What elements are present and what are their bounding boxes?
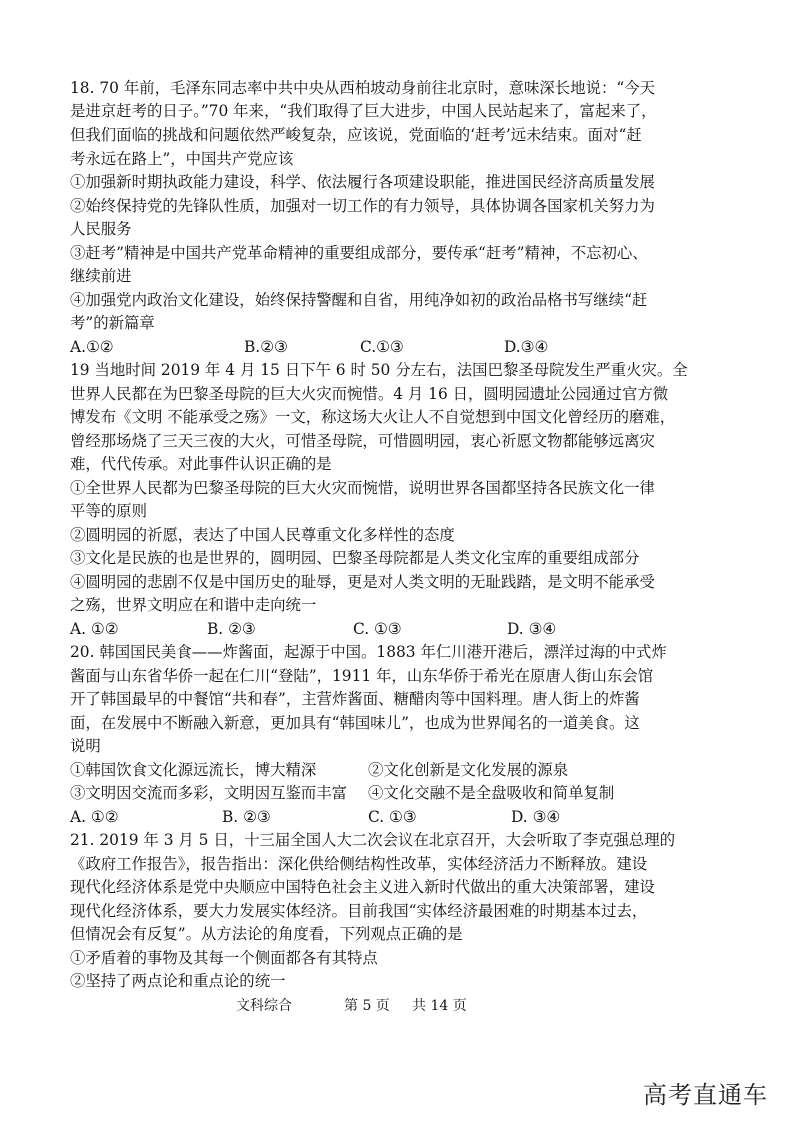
- option-a: A. ①②: [70, 620, 119, 638]
- option-a: A. ①②: [70, 808, 119, 826]
- q21-statement: ②坚持了两点论和重点论的统一: [70, 972, 286, 990]
- q18-statement: 人民服务: [70, 220, 132, 238]
- q21-line: 21. 2019 年 3 月 5 日，十三届全国人大二次会议在北京召开，大会听取了李克强总理的: [70, 831, 676, 849]
- q19-line: 博发布《文明 不能承受之殇》一文，称这场大火让人不自觉想到中国文化曾经历的磨难，: [70, 408, 676, 426]
- q19-line: 曾经那场烧了三天三夜的大火，可惜圣母院，可惜圆明园，衷心祈愿文物都能够远离灾: [70, 432, 655, 450]
- q21-line: 现代化经济体系，要大力发展实体经济。目前我国“实体经济最困难的时期基本过去，: [70, 902, 648, 920]
- q19-line: 世界人民都在为巴黎圣母院的巨大火灾而惋惜。4 月 16 日，圆明园遗址公园通过官方微: [70, 385, 669, 403]
- q18-statement: 继续前进: [70, 267, 132, 285]
- q20-line: 酱面与山东省华侨一起在仁川“登陆”，1911 年，山东华侨于希光在原唐人街山东会馆: [70, 667, 654, 685]
- option-c: C. ①③: [368, 808, 417, 826]
- footer-total-pages: 共 14 页: [412, 998, 467, 1014]
- q19-statement: ④圆明园的悲剧不仅是中国历史的耻辱，更是对人类文明的无耻践踏，是文明不能承受: [70, 573, 655, 591]
- q20-statements-row: [70, 760, 730, 780]
- q20-options: [70, 807, 730, 827]
- watermark-logo: 高考直通车: [643, 1081, 768, 1109]
- q19-statement: ②圆明园的祈愿，表达了中国人民尊重文化多样性的态度: [70, 526, 455, 544]
- footer-subject: 文科综合: [236, 998, 292, 1014]
- q19-statement: 平等的原则: [70, 502, 147, 520]
- option-d: D. ③④: [507, 620, 557, 638]
- option-a: A.①②: [70, 338, 114, 356]
- q20-line: 开了韩国最早的中餐馆“共和春”，主营炸酱面、糖醋肉等中国料理。唐人街上的炸酱: [70, 690, 640, 708]
- q19-line: 难，代代传承。对此事件认识正确的是: [70, 455, 332, 473]
- q18-line: 考永远在路上”，中国共产党应该: [70, 150, 294, 168]
- option-d: D. ③④: [511, 808, 561, 826]
- q20-statement: ③文明因交流而多彩，文明因互鉴而丰富: [70, 784, 348, 802]
- q21-line: 《政府工作报告》，报告指出：深化供给侧结构性改革，实体经济活力不断释放。建设: [70, 855, 648, 873]
- q19-options: [70, 619, 730, 639]
- q21-statement: ①矛盾着的事物及其每一个侧面都各有其特点: [70, 949, 378, 967]
- option-b: B. ②③: [222, 808, 271, 826]
- q20-statements-row: [70, 783, 730, 803]
- q19-statement: 之殇，世界文明应在和谐中走向统一: [70, 596, 317, 614]
- option-c: C.①③: [360, 338, 404, 356]
- q18-statement: ①加强新时期执政能力建设，科学、依法履行各项建设职能，推进国民经济高质量发展: [70, 173, 655, 191]
- option-c: C. ①③: [353, 620, 402, 638]
- q19-line: 19 当地时间 2019 年 4 月 15 日下午 6 时 50 分左右，法国巴黎圣母院发生严重火灾。全: [70, 361, 688, 379]
- q21-line: 但情况会有反复”。从方法论的角度看，下列观点正确的是: [70, 925, 463, 943]
- page-footer: [0, 996, 794, 1016]
- q18-options: [70, 337, 730, 357]
- option-b: B. ②③: [207, 620, 256, 638]
- q20-line: 说明: [70, 737, 101, 755]
- q19-statement: ①全世界人民都为巴黎圣母院的巨大火灾而惋惜，说明世界各国都坚持各民族文化一律: [70, 479, 655, 497]
- option-b: B.②③: [244, 338, 288, 356]
- q20-statement: ①韩国饮食文化源远流长，博大精深: [70, 761, 317, 779]
- q18-statement: ③赶考”精神是中国共产党革命精神的重要组成部分，要传承“赶考”精神，不忘初心、: [70, 244, 648, 262]
- q20-line: 面，在发展中不断融入新意，更加具有“韩国味儿”，也成为世界闻名的一道美食。这: [70, 714, 640, 732]
- footer-page-number: 第 5 页: [344, 998, 390, 1014]
- q18-line: 是进京赶考的日子。”70 年来，“我们取得了巨大进步，中国人民站起来了，富起来了，: [70, 102, 657, 120]
- q18-line: 18. 70 年前，毛泽东同志率中共中央从西柏坡动身前往北京时，意味深长地说：“今天: [70, 79, 655, 97]
- q18-statement: ④加强党内政治文化建设，始终保持警醒和自省，用纯净如初的政治品格书写继续“赶: [70, 291, 648, 309]
- q18-statement: 考”的新篇章: [70, 314, 155, 332]
- q20-statement: ②文化创新是文化发展的源泉: [368, 761, 569, 779]
- q20-statement: ④文化交融不是全盘吸收和简单复制: [368, 784, 615, 802]
- q21-line: 现代化经济体系是党中央顺应中国特色社会主义进入新时代做出的重大决策部署，建设: [70, 878, 655, 896]
- q19-statement: ③文化是民族的也是世界的，圆明园、巴黎圣母院都是人类文化宝库的重要组成部分: [70, 549, 640, 567]
- option-d: D.③④: [504, 338, 549, 356]
- q20-line: 20. 韩国国民美食——炸酱面，起源于中国。1883 年仁川港开港后，漂洋过海的中式炸: [70, 643, 667, 661]
- q18-line: 但我们面临的挑战和问题依然严峻复杂，应该说，党面临的‘赶考’远未结束。面对“赶: [70, 126, 642, 144]
- q18-statement: ②始终保持党的先锋队性质，加强对一切工作的有力领导，具体协调各国家机关努力为: [70, 197, 655, 215]
